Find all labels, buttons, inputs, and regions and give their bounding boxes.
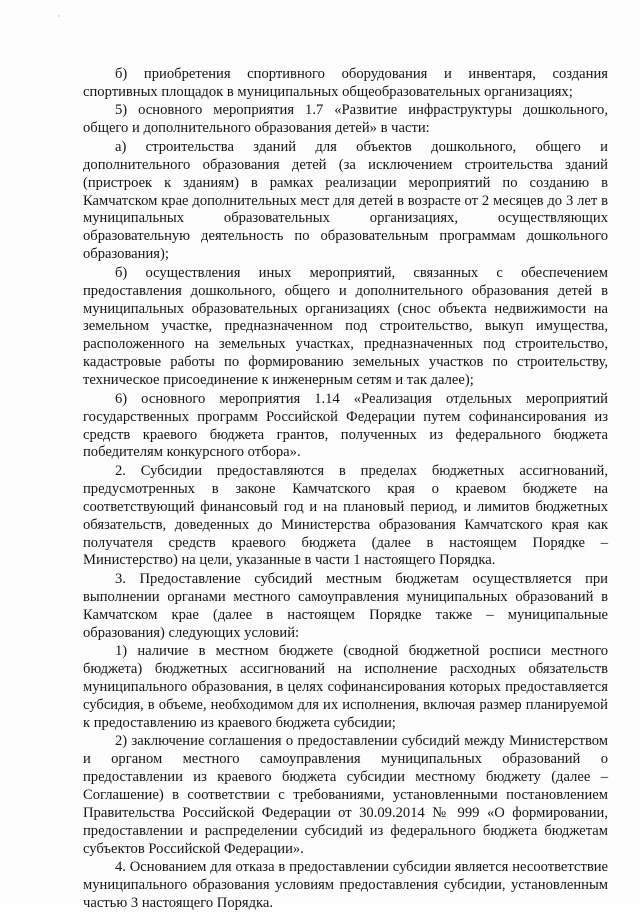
- paragraph-condition-2: 2) заключение соглашения о предоставлении субсидий между Министерством и органом местного самоуправления муниципальных образований о предоставлении из краевого бюджета субсидии местному бюджету (далее – Соглашение) в соответствии с требованиями, установленными постановлением Правительства Российской Федерации от 30.09.2014 № 999 «О формировании, предоставлении и распределении субсидий из федерального бюджета бюджетам субъектов Российской Федерации».: [83, 733, 608, 857]
- paragraph-3-conditions: 3. Предоставление субсидий местным бюджетам осуществляется при выполнении органами местного самоуправления муниципальных образований в Камчатском крае (далее в настоящем Порядке также – муниципальные образования) следующих условий:: [83, 570, 608, 641]
- document-body: [83, 66, 608, 913]
- paragraph-4-refusal: 4. Основанием для отказа в предоставлении субсидии является несоответствие муниципального образования условиям предоставления субсидии, установленным частью 3 настоящего Порядка.: [83, 859, 608, 912]
- paragraph-a-construction: а) строительства зданий для объектов дошкольного, общего и дополнительного образования детей (за исключением строительства зданий (пристроек к зданиям) в рамках реализации мероприятий по созданию в Камчатском крае дополнительных мест для детей в возрасте от 2 месяцев до 3 лет в муниципальных образовательных организациях, осуществляющих образовательную деятельность по образовательным программам дошкольного образования);: [83, 138, 608, 263]
- paragraph-b-sports-equipment: б) приобретения спортивного оборудования и инвентаря, создания спортивных площадок в муниципальных общеобразовательных организациях;: [83, 66, 608, 100]
- paragraph-5-measure-1-7: 5) основного мероприятия 1.7 «Развитие инфраструктуры дошкольного, общего и дополнительного образования детей» в части:: [83, 102, 608, 137]
- paragraph-6-measure-1-14: 6) основного мероприятия 1.14 «Реализация отдельных мероприятий государственных программ Российской Федерации путем софинансирования из средств краевого бюджета грантов, полученных из федерального бюджета победителям конкурсного отбора».: [83, 390, 608, 461]
- scan-mark: ': [58, 14, 60, 22]
- paragraph-2-subsidies-limits: 2. Субсидии предоставляются в пределах бюджетных ассигнований, предусмотренных в законе Камчатского края о краевом бюджете на соответствующий финансовый год и на плановый период, и лимитов бюджетных обязательств, доведенных до Министерства образования Камчатского края как получателя средств краевого бюджета (далее в настоящем Порядке – Министерство) на цели, указанные в части 1 настоящего Порядка.: [83, 462, 608, 569]
- paragraph-condition-1: 1) наличие в местном бюджете (сводной бюджетной росписи местного бюджета) бюджетных ассигнований на исполнение расходных обязательств муниципального образования, в целях софинансирования которых предоставляется субсидия, в объеме, необходимом для их исполнения, включая размер планируемой к предоставлению из краевого бюджета субсидии;: [83, 643, 608, 731]
- paragraph-b-other-measures: б) осуществления иных мероприятий, связанных с обеспечением предоставления дошкольного, общего и дополнительного образования детей в муниципальных образовательных организациях (снос объекта недвижимости на земельном участке, предназначенном под строительство, выкуп имущества, расположенного на земельных участках, предназначенных под строительство, кадастровые работы по формированию земельных участков по строительству, техническое присоединение к инженерным сетям и так далее);: [83, 264, 608, 389]
